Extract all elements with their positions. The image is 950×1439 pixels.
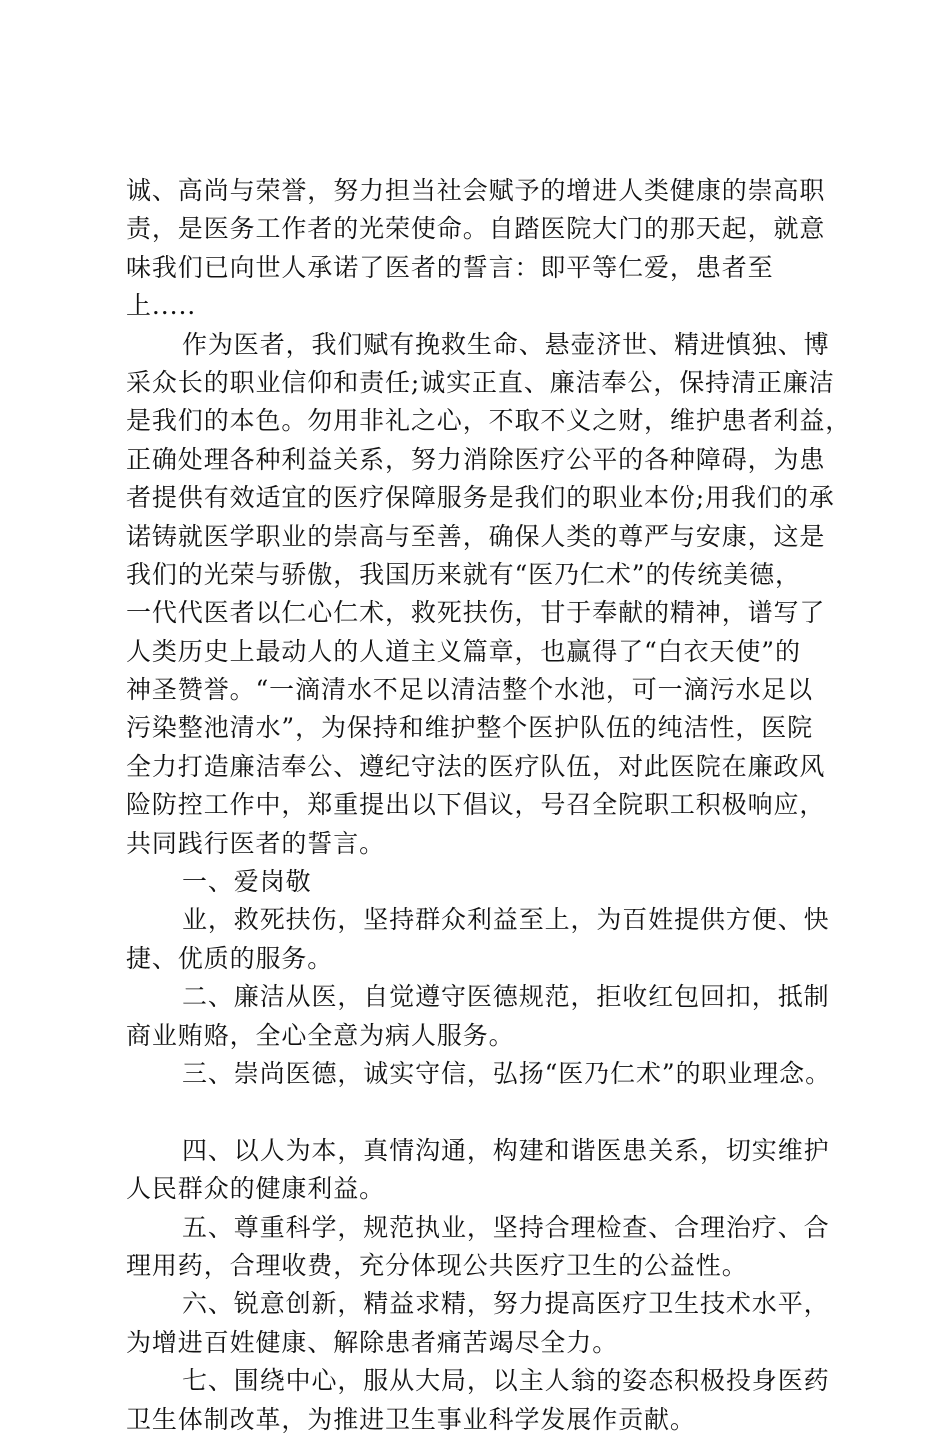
- text-line: 一代代医者以仁心仁术，救死扶伤，甘于奉献的精神，谱写了: [126, 598, 826, 628]
- item-text: 五、尊重科学，规范执业，坚持合理检查、合理治疗、合: [182, 1212, 830, 1242]
- blank-line: [126, 1093, 836, 1131]
- text-line: 是我们的本色。勿用非礼之心，不取不义之财，维护患者利益，: [126, 406, 852, 436]
- item-text: 为增进百姓健康、解除患者痛苦竭尽全力。: [126, 1327, 619, 1357]
- text-line: 采众长的职业信仰和责任;诚实正直、廉洁奉公，保持清正廉洁: [126, 367, 835, 397]
- text-line: 污染整池清水”，为保持和维护整个医护队伍的纯洁性，医院: [126, 713, 814, 743]
- text-line: 人类历史上最动人的人道主义篇章，也赢得了“白衣天使”的: [126, 636, 801, 666]
- item-text: 七、围绕中心，服从大局，以主人翁的姿态积极投身医药: [182, 1366, 830, 1396]
- text-line: 上.....: [126, 291, 197, 321]
- item-text: 业，救死扶伤，坚持群众利益至上，为百姓提供方便、快: [182, 905, 830, 935]
- text-line: 诺铸就医学职业的崇高与至善，确保人类的尊严与安康，这是: [126, 521, 826, 551]
- item-text: 四、以人为本，真情沟通，构建和谐医患关系，切实维护: [182, 1135, 830, 1165]
- text-line: 味我们已向世人承诺了医者的誓言：即平等仁爱，患者至: [126, 252, 774, 282]
- document-body: [126, 172, 852, 1439]
- item-heading: 一、爱岗敬: [182, 867, 312, 897]
- text-line: 责，是医务工作者的光荣使命。自踏医院大门的那天起，就意: [126, 214, 826, 244]
- paragraph-first-line: 作为医者，我们赋有挽救生命、悬壶济世、精进慎独、博: [182, 329, 830, 359]
- text-line: 者提供有效适宜的医疗保障服务是我们的职业本份;用我们的承: [126, 483, 835, 513]
- item-text: 捷、优质的服务。: [126, 943, 334, 973]
- text-line: 诚、高尚与荣誉，努力担当社会赋予的增进人类健康的崇高职: [126, 176, 826, 205]
- text-line: 神圣赞誉。“一滴清水不足以清洁整个水池，可一滴污水足以: [126, 675, 814, 705]
- item-text: 卫生体制改革，为推进卫生事业科学发展作贡献。: [126, 1404, 696, 1434]
- item-text: 三、崇尚医德，诚实守信，弘扬“医乃仁术”的职业理念。: [182, 1058, 831, 1088]
- text-line: 险防控工作中，郑重提出以下倡议，号召全院职工积极响应，: [126, 790, 826, 820]
- text-line: 我们的光荣与骄傲，我国历来就有“医乃仁术”的传统美德，: [126, 559, 801, 589]
- text-line: 共同践行医者的誓言。: [126, 828, 386, 858]
- text-line: 全力打造廉洁奉公、遵纪守法的医疗队伍，对此医院在廉政风: [126, 751, 826, 781]
- item-text: 理用药，合理收费，充分体现公共医疗卫生的公益性。: [126, 1250, 748, 1280]
- item-text: 二、廉洁从医，自觉遵守医德规范，拒收红包回扣，抵制: [182, 982, 830, 1012]
- item-text: 商业贿赂，全心全意为病人服务。: [126, 1020, 515, 1050]
- text-line: 正确处理各种利益关系，努力消除医疗公平的各种障碍，为患: [126, 444, 826, 474]
- item-text: 人民群众的健康利益。: [126, 1174, 386, 1204]
- item-text: 六、锐意创新，精益求精，努力提高医疗卫生技术水平，: [182, 1289, 830, 1319]
